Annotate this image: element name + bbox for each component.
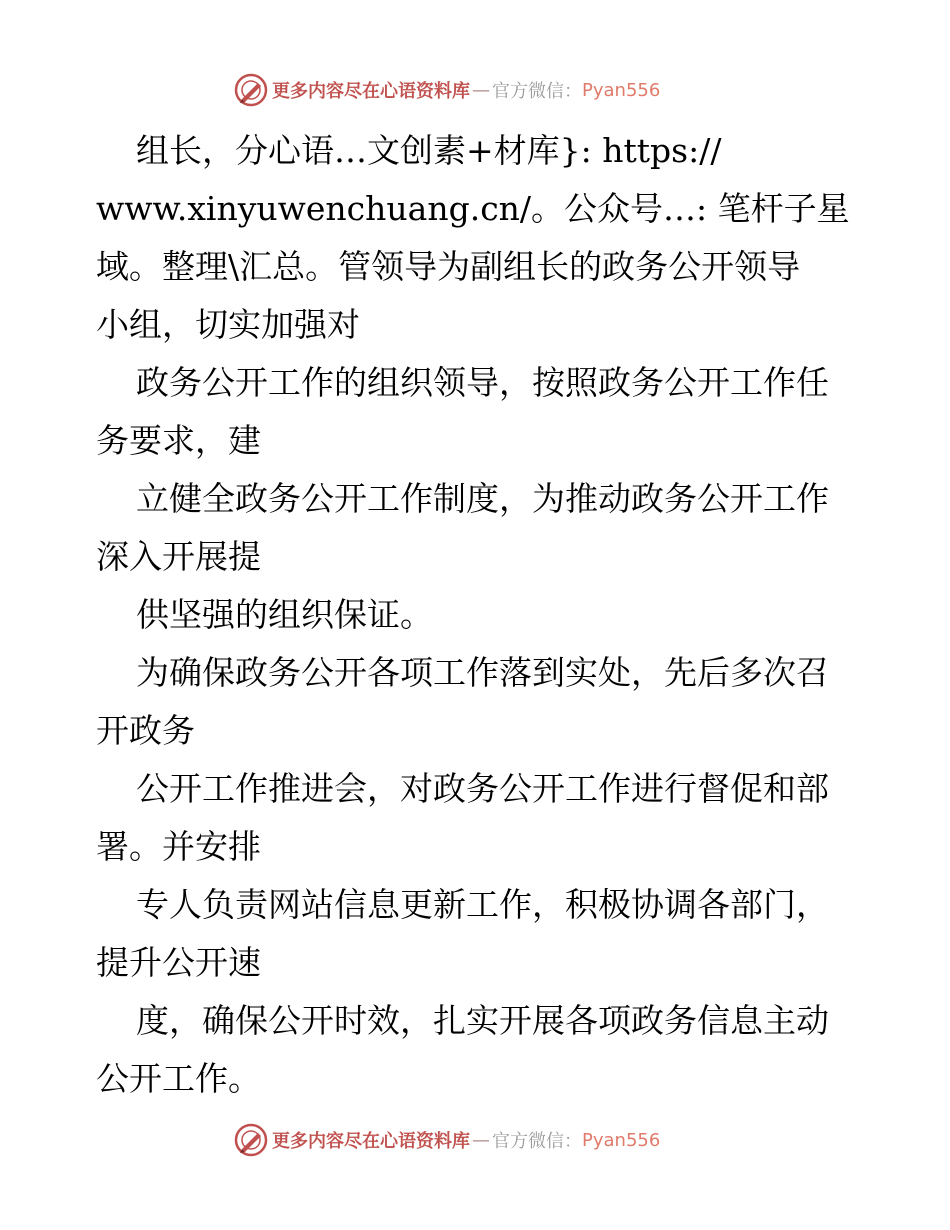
- body-line: 供坚强的组织保证。: [136, 595, 433, 634]
- body-line: 署。并安排: [96, 827, 261, 866]
- footer-banner-title: 更多内容尽在心语资料库: [272, 1131, 470, 1152]
- body-line: 深入开展提: [96, 537, 261, 576]
- body-line: 小组，切实加强对: [96, 305, 360, 344]
- header-banner-wechat: Pyan556: [582, 79, 661, 101]
- header-banner-dash: —: [472, 79, 490, 101]
- body-line: 提升公开速: [96, 943, 261, 982]
- footer-banner-label: 官方微信：: [492, 1131, 582, 1152]
- header-banner: [234, 72, 660, 108]
- header-banner-label: 官方微信：: [492, 81, 582, 102]
- pen-logo-icon: [234, 1123, 268, 1157]
- header-banner-title: 更多内容尽在心语资料库: [272, 81, 470, 102]
- body-line: 域。整理\汇总。管领导为副组长的政务公开领导: [96, 247, 801, 286]
- footer-banner: [234, 1122, 660, 1158]
- body-line: 公开工作。: [96, 1059, 261, 1098]
- footer-banner-wechat: Pyan556: [582, 1129, 661, 1151]
- pen-logo-icon: [234, 73, 268, 107]
- body-line: 公开工作推进会，对政务公开工作进行督促和部: [136, 769, 829, 808]
- footer-banner-dash: —: [472, 1129, 490, 1151]
- body-line: 组长，分心语…文创素+材库}: https://: [136, 131, 722, 170]
- body-line: www.xinyuwenchuang.cn/。公众号…: 笔杆子星: [96, 189, 850, 228]
- body-line: 度，确保公开时效，扎实开展各项政务信息主动: [136, 1001, 829, 1040]
- document-body: [96, 122, 856, 1108]
- body-line: 立健全政务公开工作制度，为推动政务公开工作: [136, 479, 829, 518]
- body-line: 专人负责网站信息更新工作，积极协调各部门，: [136, 885, 829, 924]
- body-line: 政务公开工作的组织领导，按照政务公开工作任: [136, 363, 829, 402]
- body-line: 务要求，建: [96, 421, 261, 460]
- body-line: 开政务: [96, 711, 195, 750]
- body-line: 为确保政务公开各项工作落到实处，先后多次召: [136, 653, 829, 692]
